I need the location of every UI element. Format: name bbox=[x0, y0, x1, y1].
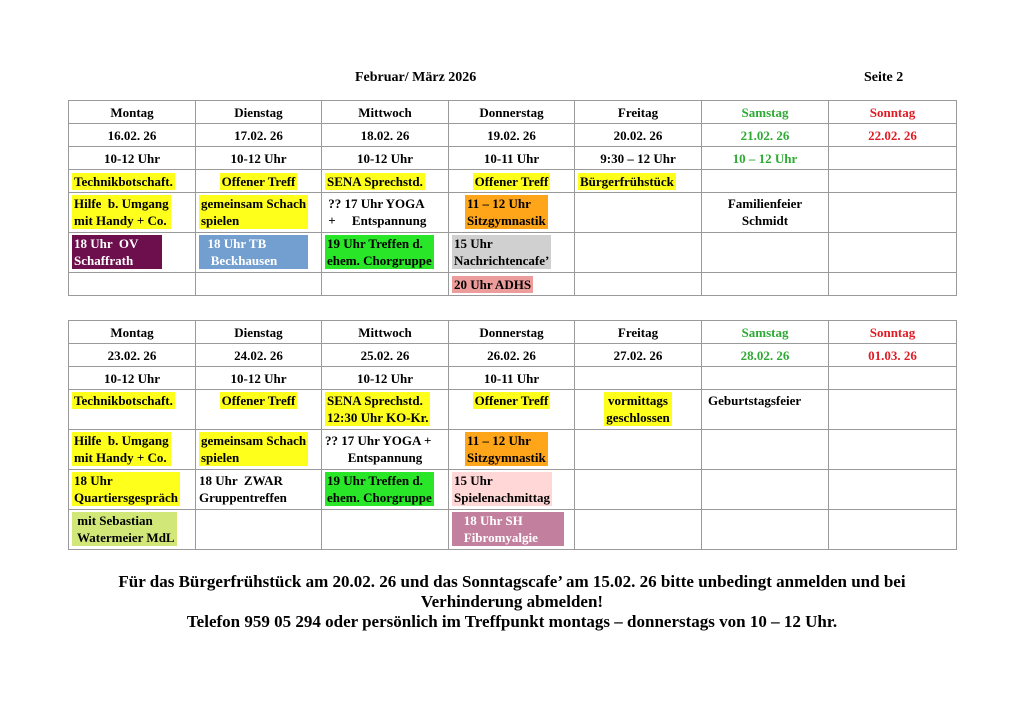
event-cell bbox=[702, 193, 829, 233]
footer-line-2: Verhinderung abmelden! bbox=[420, 592, 604, 611]
event-cell bbox=[196, 510, 322, 550]
event-label: 11 – 12 Uhr Sitzgymnastik bbox=[467, 433, 546, 465]
event-label: 15 Uhr Nachrichtencafe’ bbox=[454, 236, 550, 268]
date-cell: 25.02. 26 bbox=[322, 344, 449, 367]
day-header-monday: Montag bbox=[69, 321, 196, 344]
event-label: Bürgerfrühstück bbox=[580, 173, 674, 189]
event-cell bbox=[575, 233, 702, 273]
event-label: Technikbotschaft. bbox=[74, 393, 173, 408]
event-cell bbox=[196, 273, 322, 296]
hours-cell bbox=[829, 147, 957, 170]
event-cell bbox=[702, 170, 829, 193]
day-header-sunday: Sonntag bbox=[829, 321, 957, 344]
event-cell bbox=[829, 510, 957, 550]
event-cell bbox=[449, 170, 575, 193]
date-cell: 21.02. 26 bbox=[702, 124, 829, 147]
day-header-thursday: Donnerstag bbox=[449, 101, 575, 124]
event-cell bbox=[829, 430, 957, 470]
hours-cell bbox=[702, 367, 829, 390]
event-label: gemeinsam Schach spielen bbox=[201, 196, 307, 228]
event-label: Offener Treff bbox=[474, 173, 549, 189]
event-cell bbox=[449, 193, 575, 233]
event-label: Familienfeier Schmidt bbox=[727, 196, 803, 228]
date-cell: 01.03. 26 bbox=[829, 344, 957, 367]
event-cell bbox=[829, 193, 957, 233]
event-label: ?? 17 Uhr YOGA + Entspannung bbox=[325, 433, 432, 465]
footer-line-3: Telefon 959 05 294 oder persönlich im Treffpunkt montags – donnerstags von 10 – 12 Uhr. bbox=[186, 612, 838, 631]
date-cell: 18.02. 26 bbox=[322, 124, 449, 147]
week1-table bbox=[68, 100, 957, 296]
hours-cell: 10-12 Uhr bbox=[322, 147, 449, 170]
date-cell: 24.02. 26 bbox=[196, 344, 322, 367]
day-header-tuesday: Dienstag bbox=[196, 101, 322, 124]
event-cell bbox=[575, 510, 702, 550]
event-label: 19 Uhr Treffen d. ehem. Chorgruppe bbox=[327, 473, 432, 505]
day-header-wednesday: Mittwoch bbox=[322, 101, 449, 124]
event-label: 11 – 12 Uhr Sitzgymnastik bbox=[467, 196, 546, 228]
event-label: 18 Uhr OV Schaffrath bbox=[72, 235, 162, 269]
date-cell: 17.02. 26 bbox=[196, 124, 322, 147]
hours-cell: 10-12 Uhr bbox=[69, 147, 196, 170]
event-label: 18 Uhr Quartiersgespräch bbox=[74, 473, 178, 505]
event-cell bbox=[449, 430, 575, 470]
day-header-saturday: Samstag bbox=[702, 101, 829, 124]
event-label: Geburtstagsfeier bbox=[708, 393, 802, 408]
event-cell bbox=[69, 430, 196, 470]
event-cell bbox=[322, 233, 449, 273]
day-header-wednesday: Mittwoch bbox=[322, 321, 449, 344]
event-label: 18 Uhr TB Beckhausen bbox=[199, 235, 308, 269]
event-cell bbox=[196, 170, 322, 193]
event-label: Hilfe b. Umgang mit Handy + Co. bbox=[74, 196, 169, 228]
day-header-friday: Freitag bbox=[575, 321, 702, 344]
event-cell bbox=[322, 170, 449, 193]
day-header-monday: Montag bbox=[69, 101, 196, 124]
event-cell bbox=[829, 170, 957, 193]
event-cell bbox=[702, 233, 829, 273]
date-cell: 28.02. 26 bbox=[702, 344, 829, 367]
hours-cell: 10-12 Uhr bbox=[322, 367, 449, 390]
event-label: 20 Uhr ADHS bbox=[454, 276, 532, 292]
event-cell bbox=[575, 193, 702, 233]
event-label: Offener Treff bbox=[474, 393, 549, 408]
event-cell bbox=[69, 233, 196, 273]
day-header-friday: Freitag bbox=[575, 101, 702, 124]
event-label: SENA Sprechstd. 12:30 Uhr KO-Kr. bbox=[327, 393, 429, 425]
event-cell bbox=[575, 273, 702, 296]
event-cell bbox=[575, 390, 702, 430]
event-cell bbox=[322, 430, 449, 470]
event-cell bbox=[829, 273, 957, 296]
hours-cell: 10-11 Uhr bbox=[449, 147, 575, 170]
event-cell bbox=[196, 430, 322, 470]
event-cell bbox=[829, 233, 957, 273]
event-cell bbox=[829, 390, 957, 430]
event-label: Offener Treff bbox=[221, 393, 296, 408]
event-cell bbox=[196, 390, 322, 430]
event-label: vormittags geschlossen bbox=[606, 393, 670, 425]
date-cell: 27.02. 26 bbox=[575, 344, 702, 367]
event-cell bbox=[449, 510, 575, 550]
day-header-sunday: Sonntag bbox=[829, 101, 957, 124]
event-label: Offener Treff bbox=[221, 173, 296, 189]
page-number: Seite 2 bbox=[864, 70, 904, 85]
event-cell bbox=[322, 390, 449, 430]
event-cell bbox=[702, 390, 829, 430]
event-cell bbox=[69, 390, 196, 430]
event-cell bbox=[575, 430, 702, 470]
hours-cell: 10-12 Uhr bbox=[196, 147, 322, 170]
event-cell bbox=[322, 193, 449, 233]
event-cell bbox=[69, 510, 196, 550]
event-label: 18 Uhr ZWAR Gruppentreffen bbox=[199, 473, 287, 505]
event-cell bbox=[449, 233, 575, 273]
event-cell bbox=[196, 470, 322, 510]
event-cell bbox=[449, 390, 575, 430]
hours-cell: 10-11 Uhr bbox=[449, 367, 575, 390]
footer-notice bbox=[40, 572, 984, 632]
hours-cell: 9:30 – 12 Uhr bbox=[575, 147, 702, 170]
date-cell: 23.02. 26 bbox=[69, 344, 196, 367]
event-cell bbox=[575, 470, 702, 510]
event-label: mit Sebastian Watermeier MdL bbox=[72, 512, 177, 546]
date-cell: 20.02. 26 bbox=[575, 124, 702, 147]
event-label: 15 Uhr Spielenachmittag bbox=[454, 473, 551, 505]
hours-cell: 10-12 Uhr bbox=[196, 367, 322, 390]
event-cell bbox=[829, 470, 957, 510]
date-cell: 19.02. 26 bbox=[449, 124, 575, 147]
hours-cell bbox=[575, 367, 702, 390]
event-cell bbox=[322, 510, 449, 550]
hours-cell bbox=[829, 367, 957, 390]
event-label: 18 Uhr SH Fibromyalgie bbox=[452, 512, 564, 546]
hours-cell: 10 – 12 Uhr bbox=[702, 147, 829, 170]
event-cell bbox=[702, 470, 829, 510]
day-header-saturday: Samstag bbox=[702, 321, 829, 344]
event-cell bbox=[322, 470, 449, 510]
event-cell bbox=[69, 193, 196, 233]
event-label: 19 Uhr Treffen d. ehem. Chorgruppe bbox=[327, 236, 432, 268]
event-cell bbox=[69, 170, 196, 193]
event-cell bbox=[702, 510, 829, 550]
date-cell: 16.02. 26 bbox=[69, 124, 196, 147]
event-cell bbox=[702, 430, 829, 470]
event-cell bbox=[702, 273, 829, 296]
date-cell: 26.02. 26 bbox=[449, 344, 575, 367]
page-title: Februar/ März 2026 bbox=[355, 70, 477, 85]
event-cell bbox=[196, 233, 322, 273]
event-cell bbox=[449, 273, 575, 296]
event-cell bbox=[575, 170, 702, 193]
day-header-tuesday: Dienstag bbox=[196, 321, 322, 344]
event-cell bbox=[322, 273, 449, 296]
footer-line-1: Für das Bürgerfrühstück am 20.02. 26 und das Sonntagscafe’ am 15.02. 26 bitte unbedingt anmelden und bei bbox=[118, 572, 906, 591]
event-label: Technikbotschaft. bbox=[74, 173, 173, 189]
week2-table bbox=[68, 320, 957, 550]
day-header-thursday: Donnerstag bbox=[449, 321, 575, 344]
event-cell bbox=[69, 273, 196, 296]
event-label: ?? 17 Uhr YOGA + Entspannung bbox=[328, 196, 427, 228]
event-cell bbox=[69, 470, 196, 510]
hours-cell: 10-12 Uhr bbox=[69, 367, 196, 390]
event-label: SENA Sprechstd. bbox=[327, 173, 423, 189]
event-label: gemeinsam Schach spielen bbox=[201, 433, 307, 465]
event-cell bbox=[449, 470, 575, 510]
date-cell: 22.02. 26 bbox=[829, 124, 957, 147]
event-label: Hilfe b. Umgang mit Handy + Co. bbox=[74, 433, 169, 465]
event-cell bbox=[196, 193, 322, 233]
